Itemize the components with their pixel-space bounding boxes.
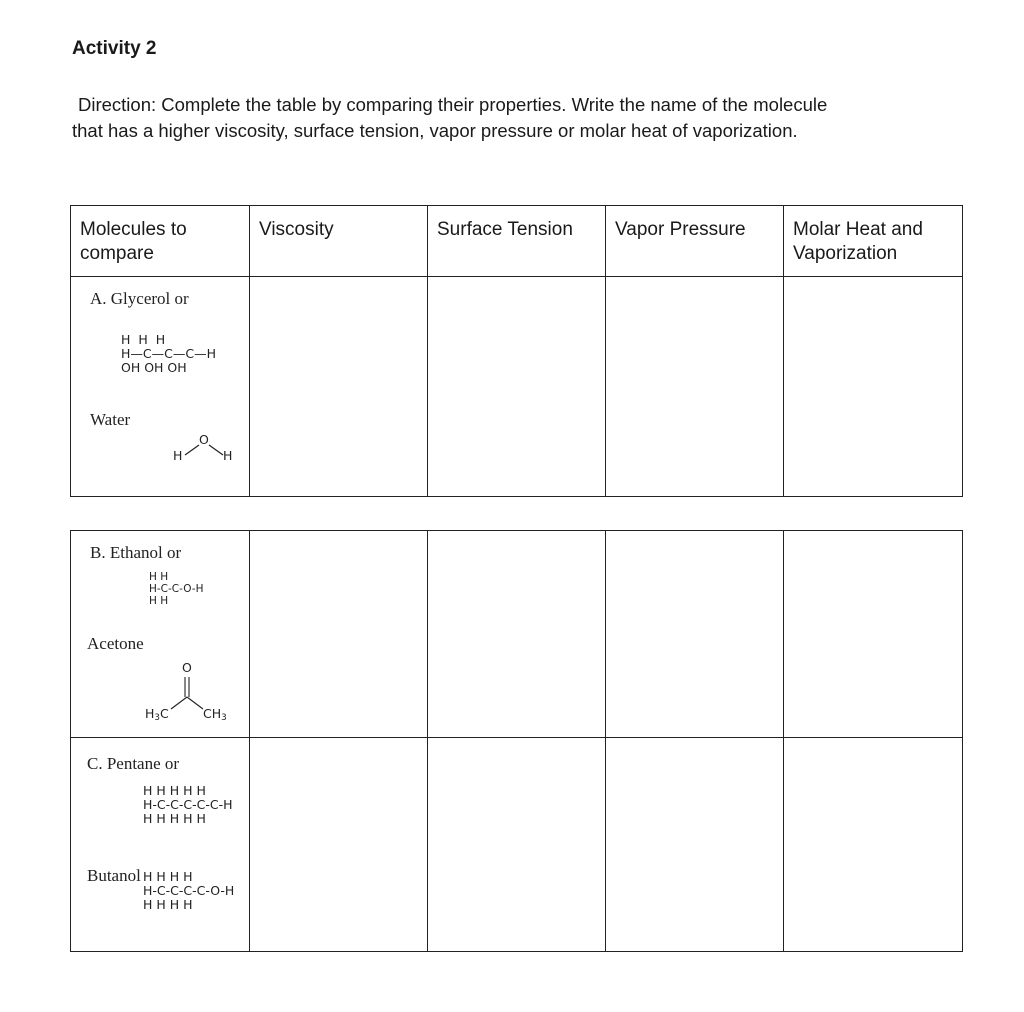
- answer-cell-b-molar-heat[interactable]: [784, 531, 963, 738]
- answer-cell-a-surface-tension[interactable]: [428, 277, 606, 497]
- acetone-oxygen: O: [182, 660, 192, 675]
- table-row-a: [71, 277, 963, 497]
- header-surface-tension: Surface Tension: [428, 206, 606, 277]
- answer-cell-c-molar-heat[interactable]: [784, 738, 963, 952]
- answer-cell-a-viscosity[interactable]: [250, 277, 428, 497]
- header-vapor-pressure: Vapor Pressure: [606, 206, 784, 277]
- table-row-b: [71, 531, 963, 738]
- header-molar-heat: Molar Heat and Vaporization: [784, 206, 963, 277]
- molecule-label-butanol: Butanol: [87, 866, 141, 885]
- activity-title: Activity 2: [72, 38, 157, 59]
- answer-cell-b-surface-tension[interactable]: [428, 531, 606, 738]
- header-viscosity: Viscosity: [250, 206, 428, 277]
- answer-cell-c-vapor-pressure[interactable]: [606, 738, 784, 952]
- direction-line-1: Direction: Complete the table by comparing their properties. Write the name of the molecule: [78, 94, 828, 115]
- butanol-structure: H H H H H-C-C-C-C-O-H H H H H: [143, 869, 235, 912]
- answer-cell-b-viscosity[interactable]: [250, 531, 428, 738]
- direction-text: [72, 92, 972, 144]
- pentane-structure: H H H H H H-C-C-C-C-C-H H H H H H: [143, 783, 233, 826]
- water-structure: [171, 431, 241, 467]
- answer-cell-a-molar-heat[interactable]: [784, 277, 963, 497]
- answer-cell-c-surface-tension[interactable]: [428, 738, 606, 952]
- direction-line-2: that has a higher viscosity, surface tension, vapor pressure or molar heat of vaporization.: [72, 120, 798, 141]
- molecule-cell-a: [71, 277, 250, 497]
- header-row: [71, 206, 963, 277]
- molecule-label-ethanol: B. Ethanol or: [90, 543, 182, 562]
- glycerol-structure: H H H H—C—C—C—H OH OH OH: [121, 332, 216, 375]
- molecule-label-glycerol: A. Glycerol or: [90, 289, 189, 308]
- answer-cell-c-viscosity[interactable]: [250, 738, 428, 952]
- acetone-structure: [145, 661, 245, 725]
- acetone-left-methyl: $H_3C$: [145, 706, 169, 723]
- answer-cell-b-vapor-pressure[interactable]: [606, 531, 784, 738]
- comparison-table-2: [70, 530, 963, 952]
- molecule-cell-c: [71, 738, 250, 952]
- molecule-label-acetone: Acetone: [87, 634, 144, 653]
- acetone-right-methyl: $CH_3$: [203, 706, 227, 723]
- ethanol-structure: H H H-C-C-O-H H H: [149, 571, 204, 607]
- water-oxygen: O: [199, 432, 209, 447]
- molecule-cell-b: [71, 531, 250, 738]
- molecule-label-water: Water: [90, 410, 131, 429]
- water-h-right: H: [223, 448, 233, 463]
- molecule-label-pentane: C. Pentane or: [87, 754, 180, 773]
- answer-cell-a-vapor-pressure[interactable]: [606, 277, 784, 497]
- table-row-c: [71, 738, 963, 952]
- header-molecules: Molecules to compare: [71, 206, 250, 277]
- comparison-table-1: [70, 205, 963, 497]
- water-h-left: H: [173, 448, 183, 463]
